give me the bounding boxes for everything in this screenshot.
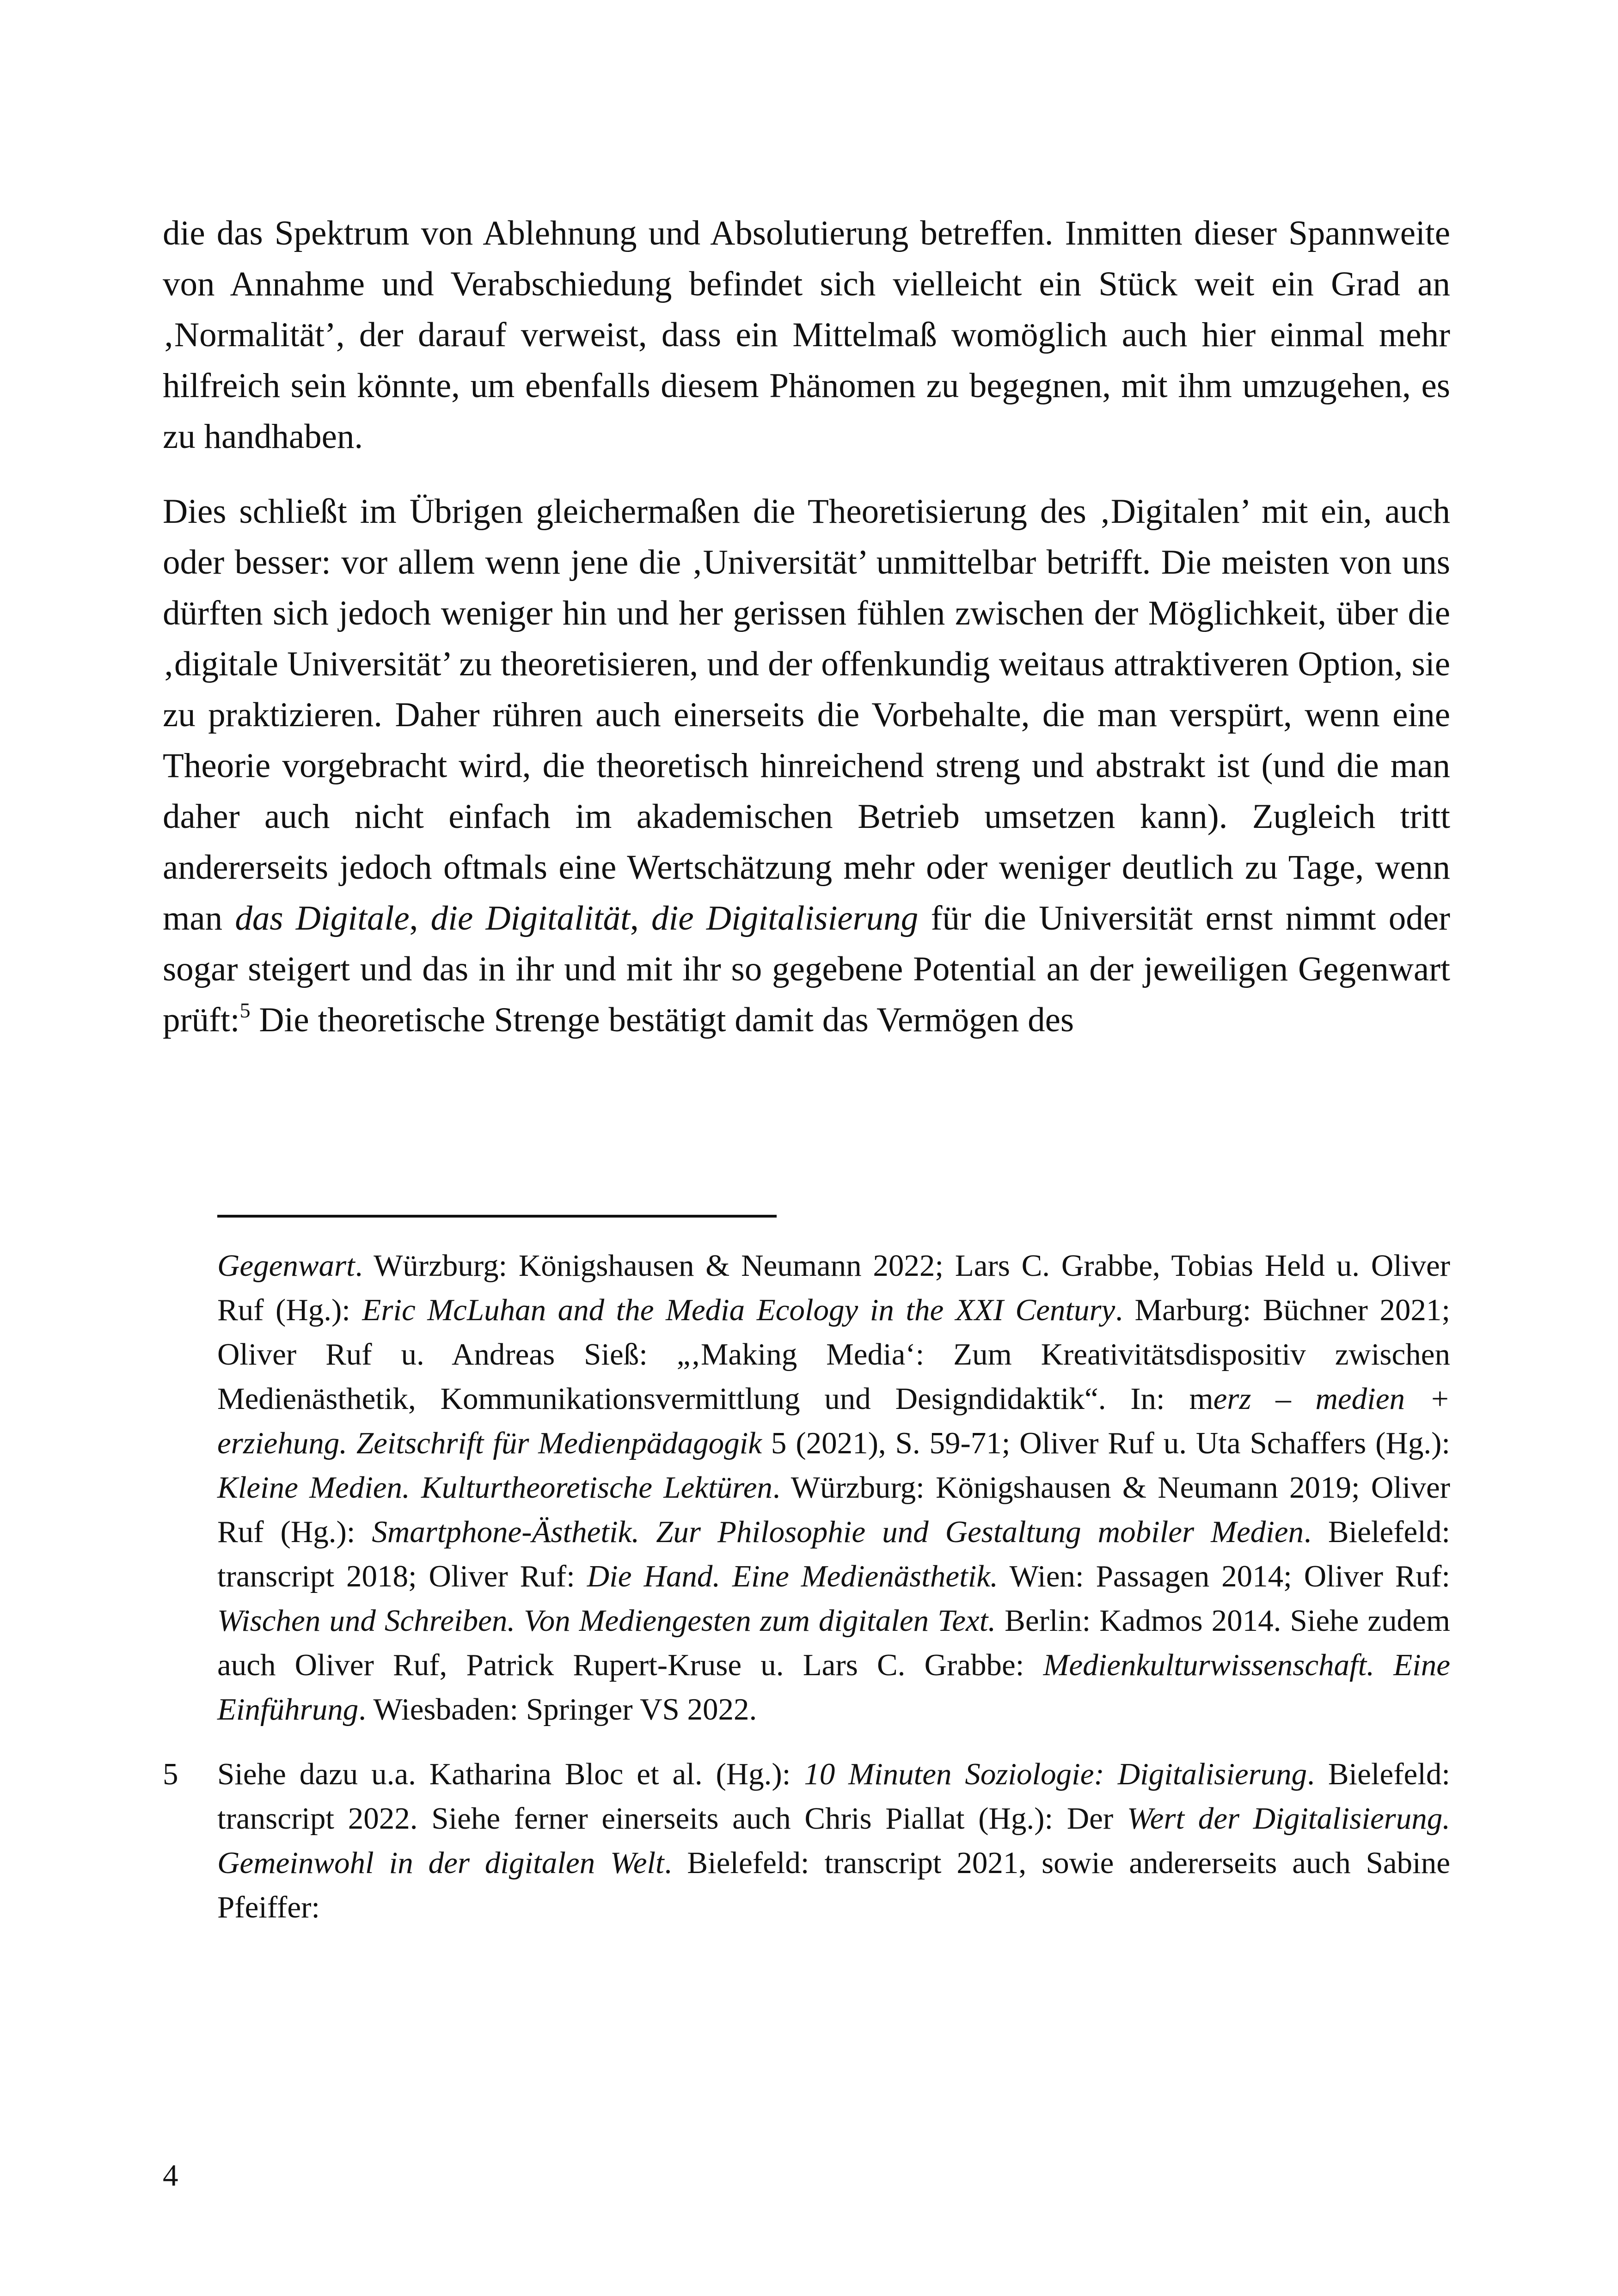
footnote-title: erz – medien + erziehung. Zeitschrift für Medienpädagogik	[217, 1382, 1450, 1460]
paragraph-1	[163, 208, 1450, 462]
footnote-reference-5[interactable]: 5	[239, 998, 251, 1022]
footnote-title: Eric McLuhan and the Media Ecology in the XXI Century	[362, 1293, 1115, 1327]
emphasis-die-digitalisierung: die Digitalisierung	[651, 899, 919, 937]
footnote-title: 10 Minuten Soziologie: Digitalisierung	[804, 1757, 1307, 1791]
footnote-title: Die Hand. Eine Medienästhetik.	[587, 1559, 998, 1593]
paragraph-1-text: die das Spektrum von Ablehnung und Absolutierung betreffen. Inmitten dieser Spannweite von Annahme und Verabschiedung befindet sich vielleicht ein Stück weit ein Grad an ‚Normalität’, der darauf verweist, dass ein Mittelmaß womöglich auch hier einmal mehr hilfreich sein könnte, um ebenfalls diesem Phänomen zu begegnen, mit ihm umzugehen, es zu handhaben.	[163, 214, 1450, 456]
footnote-title: Wischen und Schreiben. Von Mediengesten zum digitalen Text.	[217, 1604, 996, 1638]
paragraph-2	[163, 486, 1450, 1046]
footnote-5	[163, 1752, 1450, 1929]
body-text	[163, 208, 1450, 1070]
footnote-text: Siehe dazu u.a. Katharina Bloc et al. (Hg.):	[217, 1757, 804, 1791]
footnote-text: . Würzburg: Königshausen & Neumann 2019; Oliver Ruf (Hg.):	[217, 1470, 1450, 1549]
separator: ,	[409, 899, 431, 937]
paragraph-2-text-c: Die theoretische Strenge bestätigt damit das Vermögen des	[250, 1001, 1074, 1039]
footnote-text: 5 (2021), S. 59-71; Oliver Ruf u. Uta Schaffers (Hg.):	[762, 1426, 1450, 1460]
footnote-text: . Bielefeld: transcript 2018; Oliver Ruf:	[217, 1515, 1450, 1593]
footnote-title: Medienkulturwissenschaft. Eine Einführung	[217, 1648, 1451, 1727]
emphasis-die-digitalitaet: die Digitalität	[430, 899, 631, 937]
footnotes	[163, 1243, 1450, 1950]
footnote-separator	[217, 1215, 777, 1218]
separator: ,	[630, 899, 652, 937]
footnote-title: Wert der Digitalisierung. Gemeinwohl in der digitalen Welt	[217, 1801, 1451, 1880]
paragraph-2-text-b: für die Universität ernst nimmt oder sogar steigert und das in ihr und mit ihr so gegebene Potential an der jeweiligen Gegenwart prüft:	[163, 899, 1450, 1039]
emphasis-das-digitale: das Digitale	[235, 899, 410, 937]
footnote-text: Wien: Passagen 2014; Oliver Ruf:	[998, 1559, 1450, 1593]
footnote-text: . Wiesbaden: Springer VS 2022.	[358, 1692, 757, 1727]
paragraph-2-text-a: Dies schließt im Übrigen gleichermaßen die Theoretisierung des ‚Digitalen’ mit ein, auch oder besser: vor allem wenn jene die ‚Universität’ unmittelbar betrifft. Die meisten von uns dürften sich jedoch weniger hin und her gerissen fühlen zwischen der Möglichkeit, über die ‚digitale Universität’ zu theoretisieren, und der offenkundig weitaus attraktiveren Option, sie zu praktizieren. Daher rühren auch einerseits die Vorbehalte, die man verspürt, wenn eine Theorie vorgebracht wird, die theoretisch hinreichend streng und abstrakt ist (und die man daher auch nicht einfach im akademischen Betrieb umsetzen kann). Zugleich tritt andererseits jedoch oftmals eine Wertschätzung mehr oder weniger deutlich zu Tage, wenn man	[163, 492, 1450, 937]
footnote-text: . Würzburg: Königshausen & Neumann 2022; Lars C. Grabbe, Tobias Held u. Oliver Ruf (Hg.):	[217, 1249, 1450, 1327]
footnote-text: Gegenwart	[217, 1249, 355, 1283]
footnote-text: . Bielefeld: transcript 2021, sowie andererseits auch Sabine Pfeiffer:	[217, 1846, 1451, 1924]
footnote-number: 5	[163, 1757, 178, 1791]
footnote-text: Berlin: Kadmos 2014. Siehe zudem auch Oliver Ruf, Patrick Rupert-Kruse u. Lars C. Grabbe:	[217, 1604, 1450, 1682]
footnote-title: Kleine Medien. Kulturtheoretische Lektüren	[217, 1470, 772, 1505]
footnote-continued	[163, 1243, 1450, 1732]
footnote-text: . Marburg: Büchner 2021; Oliver Ruf u. Andreas Sieß: „‚Making Media‘: Zum Kreativitätsdispositiv zwischen Medienästhetik, Kommunikationsvermittlung und Designdidaktik“. In: m	[217, 1293, 1450, 1416]
footnote-title: Smartphone-Ästhetik. Zur Philosophie und Gestaltung mobiler Medien	[372, 1515, 1304, 1549]
footnote-text: . Bielefeld: transcript 2022. Siehe ferner einerseits auch Chris Piallat (Hg.): Der	[217, 1757, 1450, 1836]
page-number: 4	[163, 2158, 178, 2192]
